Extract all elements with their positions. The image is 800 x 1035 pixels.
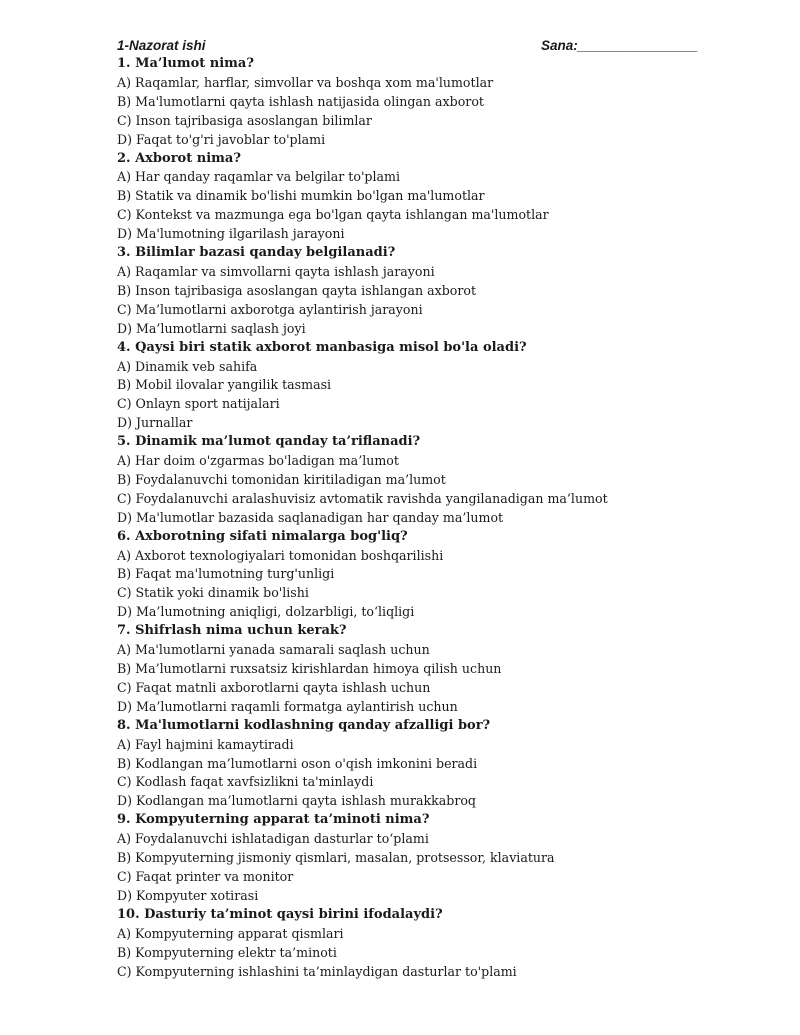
answer-option: C) Onlayn sport natijalari bbox=[117, 396, 280, 412]
question-block bbox=[117, 528, 717, 623]
answer-option: A) Dinamik veb sahifa bbox=[117, 358, 258, 374]
answer-option: D) Jurnallar bbox=[117, 415, 193, 431]
answer-option: A) Fayl hajmini kamaytiradi bbox=[117, 736, 294, 752]
question-text: 1. Ma’lumot nima? bbox=[117, 56, 254, 71]
date-field: Sana:________________ bbox=[541, 38, 698, 53]
question-block bbox=[117, 811, 717, 906]
question-block bbox=[117, 55, 717, 150]
answer-option: D) Kodlangan ma’lumotlarni qayta ishlash murakkabroq bbox=[117, 793, 476, 809]
answer-option: B) Kompyuterning elektr ta’minoti bbox=[117, 944, 337, 960]
answer-option: D) Ma'lumotlar bazasida saqlanadigan har qanday ma’lumot bbox=[117, 509, 504, 525]
page-title: 1-Nazorat ishi bbox=[117, 38, 206, 53]
answer-option: B) Kompyuterning jismoniy qismlari, masalan, protsessor, klaviatura bbox=[117, 850, 555, 866]
answer-option: B) Ma'lumotlarni qayta ishlash natijasida olingan axborot bbox=[117, 93, 484, 109]
answer-option: B) Faqat ma'lumotning turg'unligi bbox=[117, 566, 335, 582]
question-list bbox=[117, 55, 717, 981]
question-text: 7. Shifrlash nima uchun kerak? bbox=[117, 623, 347, 639]
question-text: 8. Ma'lumotlarni kodlashning qanday afzalligi bor? bbox=[117, 717, 491, 733]
answer-option: C) Faqat printer va monitor bbox=[117, 868, 294, 884]
answer-option: D) Ma’lumotning aniqligi, dolzarbligi, to‘liqligi bbox=[117, 604, 415, 620]
answer-option: D) Ma'lumotning ilgarilash jarayoni bbox=[117, 226, 345, 242]
answer-option: C) Inson tajribasiga asoslangan bilimlar bbox=[117, 112, 372, 128]
question-block bbox=[117, 717, 717, 812]
answer-option: A) Foydalanuvchi ishlatadigan dasturlar to‘plami bbox=[117, 831, 429, 847]
answer-option: C) Ma’lumotlarni axborotga aylantirish jarayoni bbox=[117, 301, 423, 317]
answer-option: A) Raqamlar va simvollarni qayta ishlash jarayoni bbox=[117, 263, 435, 279]
question-text: 3. Bilimlar bazasi qanday belgilanadi? bbox=[117, 245, 396, 261]
answer-option: B) Statik va dinamik bo'lishi mumkin bo'lgan ma'lumotlar bbox=[117, 188, 485, 204]
answer-option: C) Kodlash faqat xavfsizlikni ta'minlaydi bbox=[117, 774, 374, 790]
question-block bbox=[117, 150, 717, 245]
question-block bbox=[117, 244, 717, 339]
answer-option: C) Kontekst va mazmunga ega bo'lgan qayta ishlangan ma'lumotlar bbox=[117, 207, 549, 223]
question-block bbox=[117, 622, 717, 717]
answer-option: A) Axborot texnologiyalari tomonidan boshqarilishi bbox=[117, 547, 444, 563]
quiz-document bbox=[117, 36, 717, 981]
answer-option: B) Kodlangan ma’lumotlarni oson o'qish imkonini beradi bbox=[117, 755, 478, 771]
question-text: 2. Axborot nima? bbox=[117, 150, 241, 166]
answer-option: B) Foydalanuvchi tomonidan kiritiladigan ma’lumot bbox=[117, 471, 446, 487]
answer-option: A) Raqamlar, harflar, simvollar va boshqa xom ma'lumotlar bbox=[117, 74, 494, 90]
answer-option: A) Ma'lumotlarni yanada samarali saqlash uchun bbox=[117, 642, 430, 658]
question-text: 10. Dasturiy ta’minot qaysi birini ifodalaydi? bbox=[117, 906, 443, 922]
answer-option: B) Inson tajribasiga asoslangan qayta ishlangan axborot bbox=[117, 282, 477, 298]
question-block bbox=[117, 339, 717, 434]
question-text: 5. Dinamik ma’lumot qanday ta’riflanadi? bbox=[117, 434, 421, 450]
answer-option: D) Ma’lumotlarni saqlash joyi bbox=[117, 320, 306, 336]
question-block bbox=[117, 433, 717, 528]
document-header bbox=[117, 36, 717, 55]
answer-option: C) Faqat matnli axborotlarni qayta ishlash uchun bbox=[117, 679, 431, 695]
question-text: 9. Kompyuterning apparat ta’minoti nima? bbox=[117, 812, 430, 828]
answer-option: D) Faqat to'g'ri javoblar to'plami bbox=[117, 131, 326, 147]
answer-option: C) Foydalanuvchi aralashuvisiz avtomatik ravishda yangilanadigan ma’lumot bbox=[117, 490, 608, 506]
answer-option: A) Har qanday raqamlar va belgilar to'plami bbox=[117, 169, 400, 185]
answer-option: A) Har doim o'zgarmas bo'ladigan ma’lumot bbox=[117, 453, 399, 469]
answer-option: D) Ma’lumotlarni raqamli formatga aylantirish uchun bbox=[117, 698, 458, 714]
question-text: 6. Axborotning sifati nimalarga bog'liq? bbox=[117, 528, 408, 544]
answer-option: A) Kompyuterning apparat qismlari bbox=[117, 925, 344, 941]
question-block bbox=[117, 906, 717, 982]
answer-option: C) Statik yoki dinamik bo'lishi bbox=[117, 585, 309, 601]
answer-option: B) Mobil ilovalar yangilik tasmasi bbox=[117, 377, 332, 393]
answer-option: B) Ma’lumotlarni ruxsatsiz kirishlardan himoya qilish uchun bbox=[117, 661, 502, 676]
answer-option: D) Kompyuter xotirasi bbox=[117, 887, 259, 903]
question-text: 4. Qaysi biri statik axborot manbasiga misol bo'la oladi? bbox=[117, 339, 527, 355]
answer-option: C) Kompyuterning ishlashini ta’minlaydigan dasturlar to'plami bbox=[117, 963, 517, 979]
